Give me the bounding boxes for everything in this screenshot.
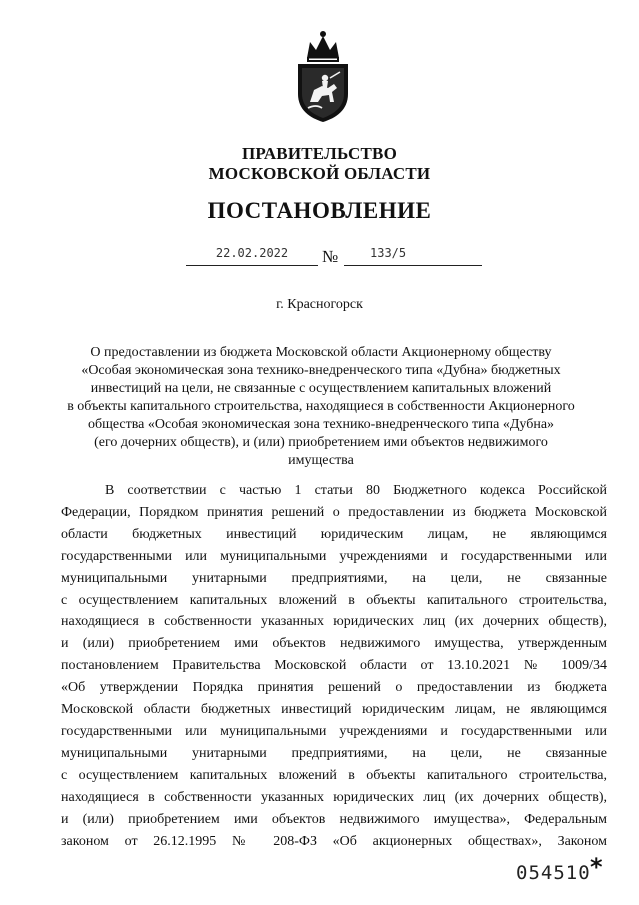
body-line: «Об утверждении Порядка принятия решений о предоставлении из бюджета: [61, 680, 607, 696]
document-type-title: ПОСТАНОВЛЕНИЕ: [207, 198, 432, 223]
body-line: и (или) приобретением ими объектов недвижимого имущества, утвержденным: [61, 636, 607, 652]
document-number-field: 133/5: [344, 244, 482, 266]
body-line: муниципальными унитарными предприятиями, на цели, не связанные: [61, 570, 607, 586]
body-line: государственными или муниципальными учреждениями и государственными или: [61, 548, 607, 564]
organization-name-line2: МОСКОВСКОЙ ОБЛАСТИ: [208, 164, 431, 183]
issue-place: г. Красногорск: [276, 297, 363, 312]
body-line: муниципальными унитарными предприятиями, на цели, не связанные: [61, 745, 607, 761]
form-serial-number: 054510: [516, 862, 591, 884]
subject-line: общества «Особая экономическая зона технико-внедренческого типа «Дубна»: [87, 417, 555, 432]
body-line: находящиеся в собственности указанных юридических лиц (их дочерних обществ),: [61, 789, 607, 805]
subject-line: (его дочерних обществ), и (или) приобретением ими объектов недвижимого: [94, 435, 548, 450]
body-line: области бюджетных инвестиций юридическим лицам, не являющимся: [61, 526, 607, 542]
body-line: находящиеся в собственности указанных юридических лиц (их дочерних обществ),: [61, 614, 607, 630]
organization-name-line1: ПРАВИТЕЛЬСТВО: [242, 144, 397, 163]
subject-line: в объекты капитального строительства, находящиеся в собственности Акционерного: [67, 399, 575, 414]
subject-line: О предоставлении из бюджета Московской области Акционерному обществу: [90, 345, 552, 360]
body-line: государственными или муниципальными учреждениями и государственными или: [61, 723, 607, 739]
body-line: В соответствии с частью 1 статьи 80 Бюджетного кодекса Российской: [105, 483, 607, 498]
body-line: Федерации, Порядком принятия решений о предоставлении из бюджета Московской: [61, 504, 607, 520]
resolution-subject: [50, 344, 592, 470]
document-date-field: 22.02.2022: [186, 244, 318, 266]
body-line: с осуществлением капитальных вложений в объекты капитального строительства,: [61, 767, 607, 783]
resolution-body: [61, 480, 607, 852]
number-sign: №: [322, 247, 339, 266]
body-line: с осуществлением капитальных вложений в объекты капитального строительства,: [61, 592, 607, 608]
subject-line: «Особая экономическая зона технико-внедренческого типа «Дубна» бюджетных: [81, 363, 561, 378]
serial-asterisk-mark: *: [590, 853, 603, 881]
subject-line: имущества: [288, 453, 354, 468]
subject-line: инвестиций на цели, не связанные с осуществлением капитальных вложений: [90, 381, 552, 396]
body-line: законом от 26.12.1995 № 208-ФЗ «Об акционерных обществах», Законом: [61, 833, 607, 849]
body-line: и (или) приобретением ими объектов недвижимого имущества», Федеральным: [61, 811, 607, 827]
body-line: Московской области бюджетных инвестиций юридическим лицам, не являющимся: [61, 702, 607, 718]
moscow-oblast-coat-of-arms-icon: [292, 28, 354, 124]
body-line: постановлением Правительства Московской области от 13.10.2021 № 1009/34: [61, 658, 607, 674]
